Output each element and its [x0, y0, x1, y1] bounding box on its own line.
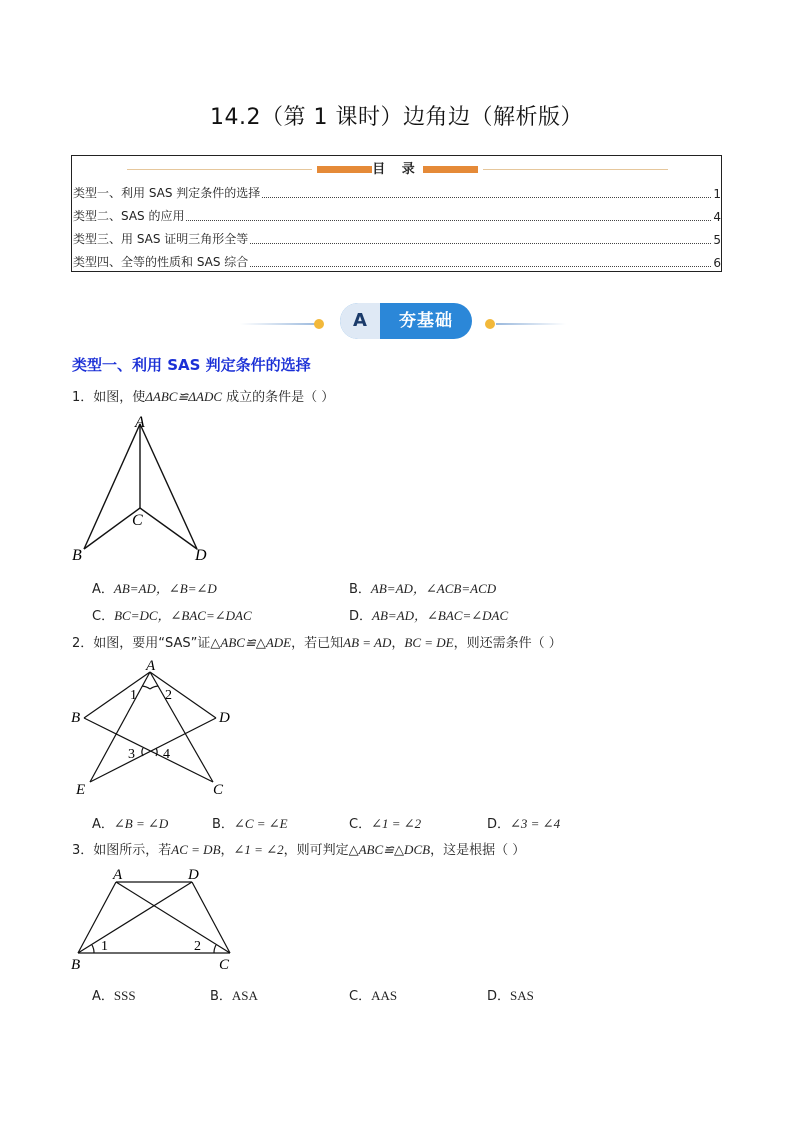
toc-item-page: 1	[713, 187, 721, 201]
label-b: B	[72, 547, 82, 564]
angle-label-2: 2	[165, 688, 172, 703]
question-text: ，这是根据（ ）	[430, 843, 526, 858]
question-math: ΔABC≌ΔADC	[145, 389, 223, 404]
toc-leader	[186, 220, 711, 221]
angle-arc-1	[142, 686, 150, 689]
angle-label-3: 3	[128, 747, 135, 762]
segment-bc	[84, 718, 213, 782]
question-text: ，	[220, 843, 234, 858]
option-b[interactable]: B．ASA	[210, 988, 258, 1004]
segment-db	[78, 882, 192, 953]
option-c[interactable]: C．∠1 = ∠2	[349, 816, 422, 832]
angle-arc-4	[156, 748, 157, 756]
toc-item-label: 类型三、用 SAS 证明三角形全等	[73, 232, 249, 246]
label-d: D	[188, 867, 199, 883]
angle-arc-1	[92, 945, 94, 953]
question-text: 成立的条件是（ ）	[222, 390, 335, 405]
badge-letter: A	[340, 303, 380, 339]
toc-item-page: 6	[713, 256, 721, 270]
toc-rule-right	[483, 169, 668, 170]
toc-item-label: 类型一、利用 SAS 判定条件的选择	[73, 186, 261, 200]
option-a[interactable]: A．∠B = ∠D	[92, 816, 169, 832]
option-d[interactable]: D．SAS	[487, 988, 534, 1004]
toc-item-label: 类型四、全等的性质和 SAS 综合	[73, 255, 249, 269]
question-math: BC = DE	[404, 635, 454, 650]
question-number: 3．	[72, 843, 94, 858]
question-1	[72, 386, 334, 405]
toc-item[interactable]	[73, 185, 721, 201]
segment-ab	[84, 424, 140, 549]
toc-leader	[250, 266, 711, 267]
level-badge	[340, 303, 472, 339]
figure-q1	[70, 412, 220, 564]
question-text: 如图，使	[93, 390, 146, 405]
label-b: B	[71, 957, 81, 973]
option-a[interactable]: A．SSS	[92, 988, 136, 1004]
angle-arc-2	[214, 945, 216, 953]
toc-item-label: 类型二、SAS 的应用	[73, 209, 185, 223]
figure-q3	[68, 864, 244, 976]
question-text: ，若已知	[291, 636, 344, 651]
label-d: D	[195, 547, 207, 564]
option-b[interactable]: B．AB=AD，∠ACB=ACD	[349, 581, 497, 597]
label-a: A	[113, 867, 123, 883]
angle-arc-2	[150, 686, 158, 689]
toc-leader	[262, 197, 711, 198]
label-b: B	[71, 710, 81, 726]
segment-ab	[84, 672, 150, 718]
toc-item-page: 5	[713, 233, 721, 247]
question-2	[72, 632, 562, 651]
page-title: 14.2（第 1 课时）边角边（解析版）	[210, 105, 583, 130]
question-3	[72, 839, 525, 858]
section-heading: 类型一、利用 SAS 判定条件的选择	[72, 356, 311, 374]
question-math: AC = DB	[171, 842, 221, 857]
toc-item[interactable]	[73, 231, 721, 247]
segment-ac	[150, 672, 213, 782]
option-a[interactable]: A．AB=AD，∠B=∠D	[92, 581, 217, 597]
segment-cd	[140, 508, 197, 549]
label-a: A	[135, 414, 145, 431]
toc-bar-right	[423, 166, 478, 173]
question-math: AB = AD	[343, 635, 392, 650]
angle-label-1: 1	[130, 688, 137, 703]
toc-leader	[250, 243, 711, 244]
question-math: ∠1 = ∠2	[233, 842, 284, 857]
toc-item[interactable]	[73, 254, 721, 270]
option-b[interactable]: B．∠C = ∠E	[212, 816, 288, 832]
angle-label-2: 2	[194, 939, 201, 954]
badge-dot-left	[314, 319, 324, 329]
toc-item[interactable]	[73, 208, 721, 224]
segment-ae	[90, 672, 150, 782]
figure-q2	[70, 656, 240, 798]
toc-item-page: 4	[713, 210, 721, 224]
question-text: 如图，要用“SAS”证	[93, 636, 211, 651]
question-number: 1．	[72, 390, 94, 405]
question-text: 如图所示，若	[93, 843, 172, 858]
segment-de	[90, 718, 216, 782]
angle-arc-3	[142, 748, 143, 756]
table-of-contents	[71, 155, 722, 272]
label-d: D	[219, 710, 230, 726]
option-c[interactable]: C．BC=DC，∠BAC=∠DAC	[92, 608, 252, 624]
segment-ad	[150, 672, 216, 718]
question-math: △ABC≌△ADE	[210, 635, 292, 650]
question-text: ，则可判定	[283, 843, 349, 858]
option-c[interactable]: C．AAS	[349, 988, 398, 1004]
badge-text: 夯基础	[399, 311, 453, 331]
question-math: △ABC≌△DCB	[348, 842, 431, 857]
badge-line-left	[240, 323, 318, 325]
segment-ab	[78, 882, 116, 953]
question-number: 2．	[72, 636, 94, 651]
badge-dot-right	[485, 319, 495, 329]
question-text: ，	[391, 636, 405, 651]
badge-line-right	[496, 323, 566, 325]
angle-label-1: 1	[101, 939, 108, 954]
label-e: E	[76, 782, 86, 798]
question-text: ，则还需条件（ ）	[453, 636, 562, 651]
segment-ad	[140, 424, 197, 549]
toc-heading: 目 录	[372, 162, 421, 177]
label-c: C	[213, 782, 224, 798]
option-d[interactable]: D．∠3 = ∠4	[487, 816, 561, 832]
option-d[interactable]: D．AB=AD，∠BAC=∠DAC	[349, 608, 509, 624]
label-c: C	[219, 957, 230, 973]
label-c: C	[132, 512, 143, 529]
angle-label-4: 4	[163, 747, 170, 762]
segment-ac	[116, 882, 230, 953]
label-a: A	[146, 658, 156, 674]
